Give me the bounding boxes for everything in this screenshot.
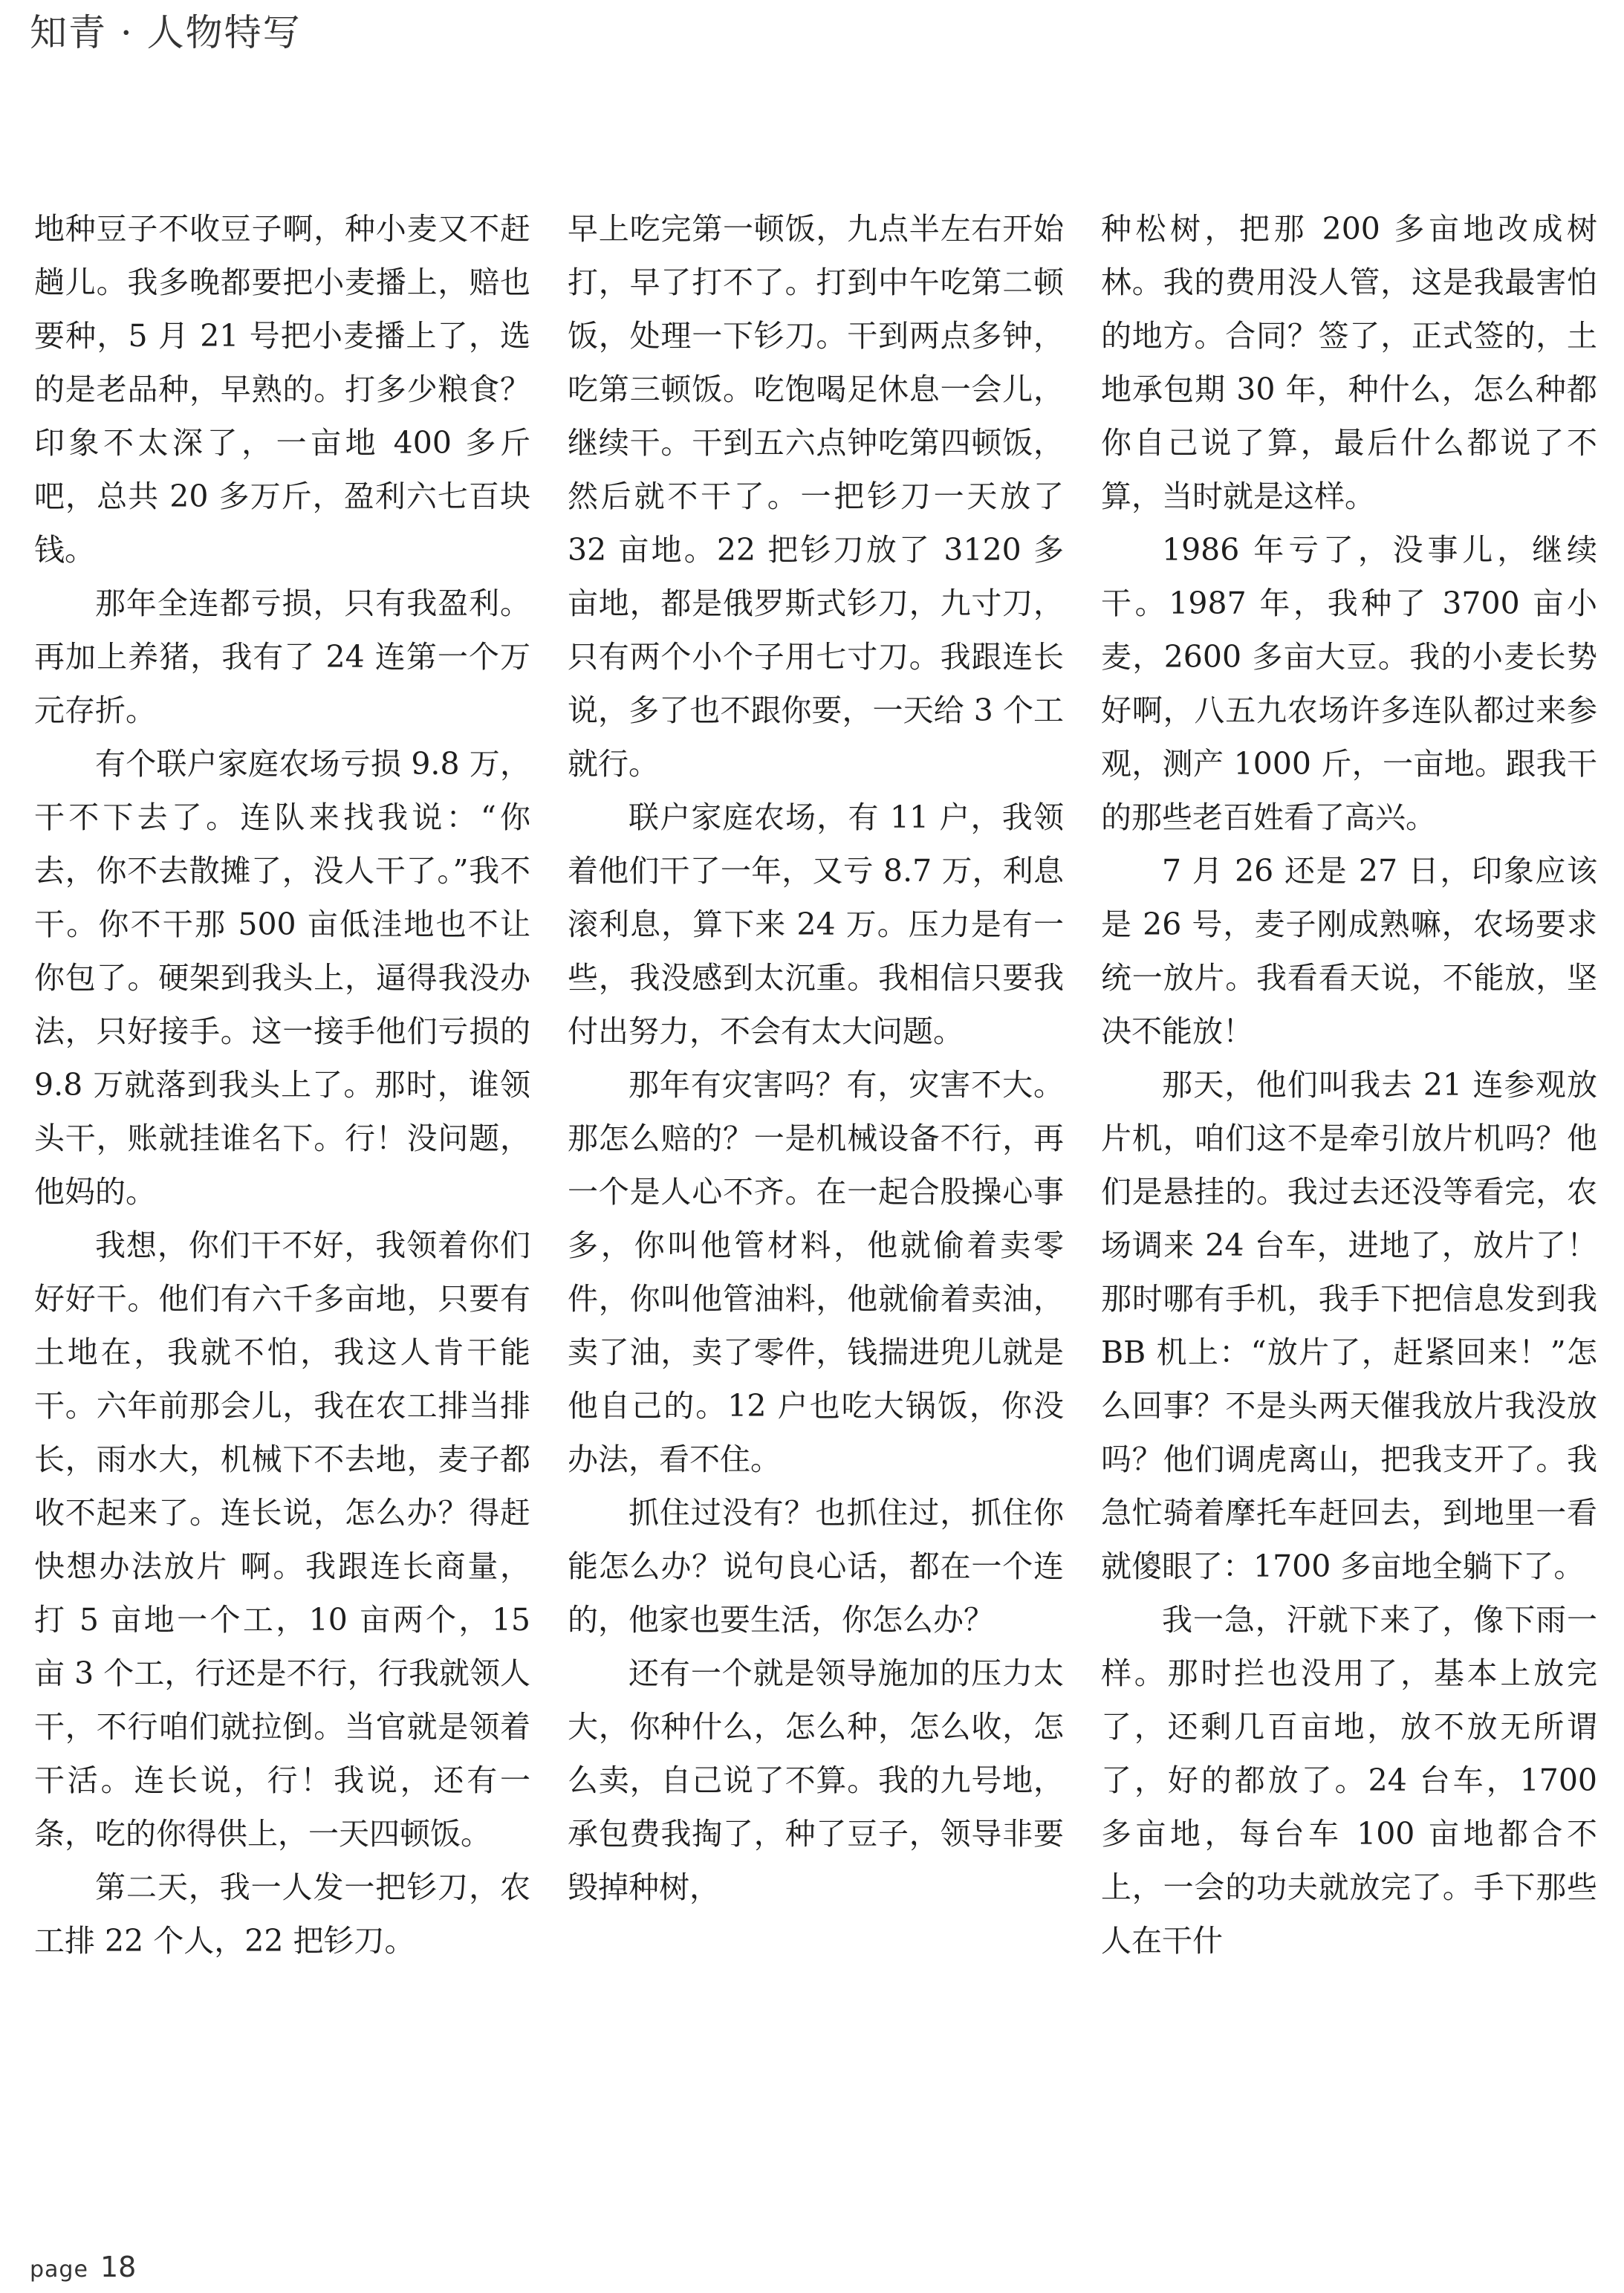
text-column-2 (568, 202, 1064, 1914)
paragraph: 抓住过没有？也抓住过，抓住你能怎么办？说句良心话，都在一个连的，他家也要生活，你怎么办？ (568, 1495, 1064, 1638)
paragraph: 那年有灾害吗？有，灾害不大。那怎么赔的？一是机械设备不行，再一个是人心不齐。在一起合股操心事多，你叫他管材料，他就偷着卖零件，你叫他管油料，他就偷着卖油，卖了油，卖了零件，钱揣进兜儿就是他自己的。12 户也吃大锅饭，你没办法，看不住。 (568, 1067, 1064, 1477)
paragraph: 那年全连都亏损，只有我盈利。再加上养猪，我有了 24 连第一个万元存折。 (34, 586, 530, 728)
text-column-3 (1101, 202, 1597, 1968)
page-number: 18 (100, 2251, 137, 2283)
page-footer (30, 2248, 136, 2292)
paragraph: 我一急，汗就下来了，像下雨一样。那时拦也没用了，基本上放完了，还剩几百亩地，放不放无所谓了，好的都放了。24 台车，1700 多亩地，每台车 100 亩地都合不上，一会的功夫就放完了。手下那些人在干什 (1101, 1602, 1597, 1959)
paragraph: 第二天，我一人发一把钐刀，农工排 22 个人，22 把钐刀。 (34, 1869, 530, 1959)
paragraph: 有个联户家庭农场亏损 9.8 万，干不下去了。连队来找我说：“你去，你不去散摊了，没人干了。”我不干。你不干那 500 亩低洼地也不让你包了。硬架到我头上，逼得我没办法，只好接手。这一接手他们亏损的 9.8 万就落到我头上了。那时，谁领头干，账就挂谁名下。行！没问题，他妈的。 (34, 746, 530, 1210)
page-label: page (30, 2257, 88, 2283)
section-header: 知青 · 人物特写 (30, 11, 302, 54)
paragraph: 种松树，把那 200 多亩地改成树林。我的费用没人管，这是我最害怕的地方。合同？签了，正式签的，土地承包期 30 年，种什么，怎么种都你自己说了算，最后什么都说了不算，当时就是这样。 (1101, 211, 1597, 514)
text-column-1 (34, 202, 530, 1968)
paragraph: 地种豆子不收豆子啊，种小麦又不赶趟儿。我多晚都要把小麦播上，赔也要种，5 月 21 号把小麦播上了，选的是老品种，早熟的。打多少粮食？印象不太深了，一亩地 400 多斤吧，总共 20 多万斤，盈利六七百块钱。 (34, 211, 530, 568)
paragraph: 那天，他们叫我去 21 连参观放片机，咱们这不是牵引放片机吗？他们是悬挂的。我过去还没等看完，农场调来 24 台车，进地了，放片了！那时哪有手机，我手下把信息发到我 BB 机上：“放片了，赶紧回来！”怎么回事？不是头两天催我放片我没放吗？他们调虎离山，把我支开了。我急忙骑着摩托车赶回去，到地里一看就傻眼了：1700 多亩地全躺下了。 (1101, 1067, 1597, 1584)
paragraph: 1986 年亏了，没事儿，继续干。1987 年，我种了 3700 亩小麦，2600 多亩大豆。我的小麦长势好啊，八五九农场许多连队都过来参观，测产 1000 斤，一亩地。跟我干的那些老百姓看了高兴。 (1101, 532, 1597, 835)
paragraph: 我想，你们干不好，我领着你们好好干。他们有六千多亩地，只要有土地在，我就不怕，我这人肯干能干。六年前那会儿，我在农工排当排长，雨水大，机械下不去地，麦子都收不起来了。连长说，怎么办？得赶快想办法放片 啊。我跟连长商量，打 5 亩地一个工，10 亩两个，15 亩 3 个工，行还是不行，行我就领人干，不行咱们就拉倒。当官就是领着干活。连长说，行！我说，还有一条，吃的你得供上，一天四顿饭。 (34, 1227, 530, 1852)
paragraph: 7 月 26 还是 27 日，印象应该是 26 号，麦子刚成熟嘛，农场要求统一放片。我看看天说，不能放，坚决不能放！ (1101, 853, 1597, 1049)
paragraph: 联户家庭农场，有 11 户，我领着他们干了一年，又亏 8.7 万，利息滚利息，算下来 24 万。压力是有一些，我没感到太沉重。我相信只要我付出努力，不会有太大问题。 (568, 800, 1064, 1049)
paragraph: 还有一个就是领导施加的压力太大，你种什么，怎么种，怎么收，怎么卖，自己说了不算。我的九号地，承包费我掏了，种了豆子，领导非要毁掉种树， (568, 1655, 1064, 1905)
paragraph: 早上吃完第一顿饭，九点半左右开始打，早了打不了。打到中午吃第二顿饭，处理一下钐刀。干到两点多钟，吃第三顿饭。吃饱喝足休息一会儿，继续干。干到五六点钟吃第四顿饭，然后就不干了。一把钐刀一天放了 32 亩地。22 把钐刀放了 3120 多亩地，都是俄罗斯式钐刀，九寸刀，只有两个小个子用七寸刀。我跟连长说，多了也不跟你要，一天给 3 个工就行。 (568, 211, 1064, 782)
